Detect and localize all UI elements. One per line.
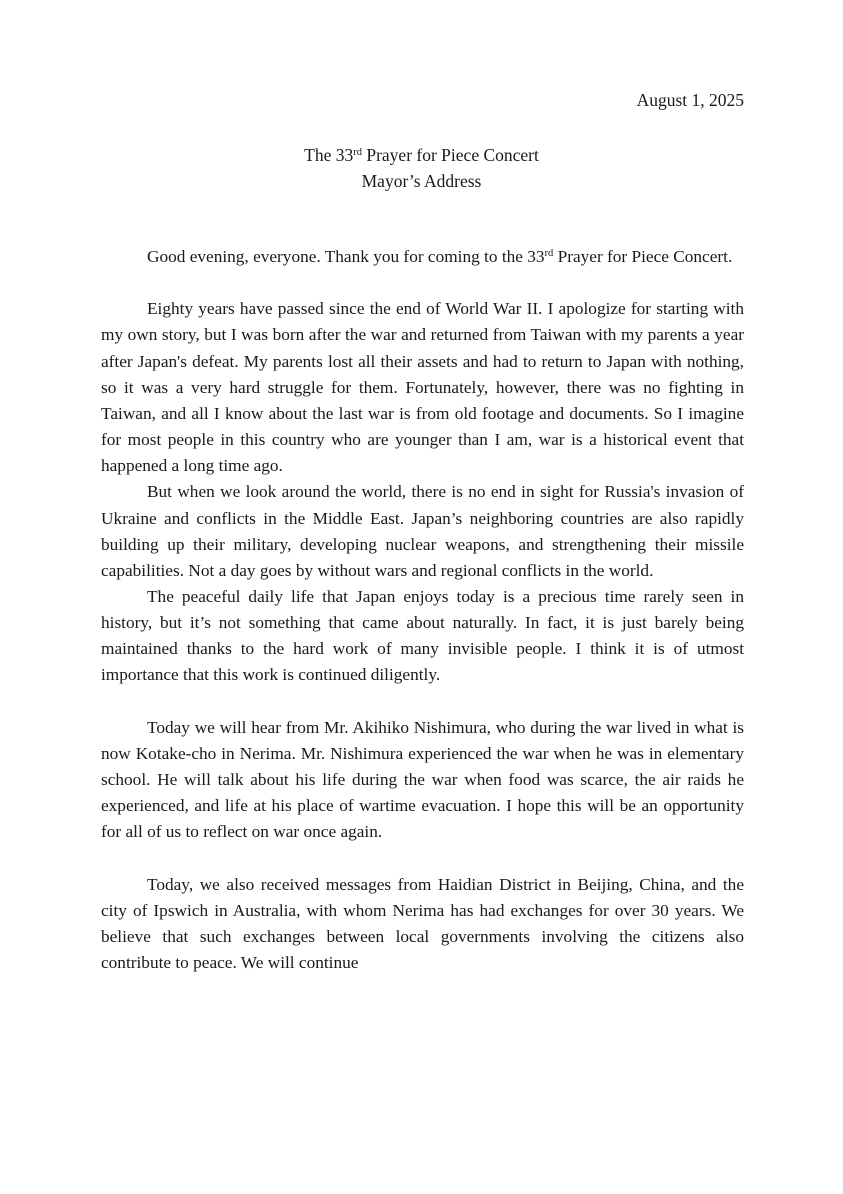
title-block (0, 142, 843, 194)
document-subtitle: Mayor’s Address (361, 171, 482, 191)
title-ordinal-suffix: rd (353, 147, 362, 158)
title-suffix: Prayer for Piece Concert (361, 145, 539, 165)
paragraph-greeting (101, 244, 744, 270)
document-title (0, 142, 843, 168)
document-date: August 1, 2025 (636, 90, 744, 110)
paragraph-speaker: Today we will hear from Mr. Akihiko Nishimura, who during the war lived in what is now Kotake-cho in Nerima. Mr. Nishimura experienced the war when he was in elementary school. He will talk about his life during the war when food was scarce, the air raids he experienced, and life at his place of wartime evacuation. I hope this will be an opportunity for all of us to reflect on war once again. (101, 717, 744, 842)
paragraph-world-conflicts: But when we look around the world, there is no end in sight for Russia's invasion of Ukraine and conflicts in the Middle East. Japan’s neighboring countries are also rapidly building up their military, developing nuclear weapons, and strengthening their missile capabilities. Not a day goes by without wars and regional conflicts in the world. (101, 482, 744, 580)
title-prefix: The 33 (304, 145, 354, 165)
paragraph-exchanges: Today, we also received messages from Haidian District in Beijing, China, and the city of Ipswich in Australia, with whom Nerima has had exchanges for over 30 years. We believe that such exchanges between local governments involving the citizens also contribute to peace. We will continue (101, 874, 744, 973)
greeting-suffix: Prayer for Piece Concert. (553, 247, 733, 266)
paragraph-history: Eighty years have passed since the end of World War II. I apologize for starting with my own story, but I was born after the war and returned from Taiwan with my parents a year after Japan's defeat. My parents lost all their assets and had to return to Japan with nothing, so it was a very hard struggle for them. Fortunately, however, there was no fighting in Taiwan, and all I know about the last war is from old footage and documents. So I imagine for most people in this country who are younger than I am, war is a historical event that happened a long time ago. (101, 299, 744, 476)
greeting-ordinal-suffix: rd (544, 248, 554, 259)
address-body (101, 244, 744, 976)
greeting-prefix: Good evening, everyone. Thank you for coming to the 33 (147, 247, 545, 266)
paragraph-peaceful-life: The peaceful daily life that Japan enjoys today is a precious time rarely seen in history, but it’s not something that came about naturally. In fact, it is just barely being maintained thanks to the hard work of many invisible people. I think it is of utmost importance that this work is continued diligently. (101, 587, 744, 685)
